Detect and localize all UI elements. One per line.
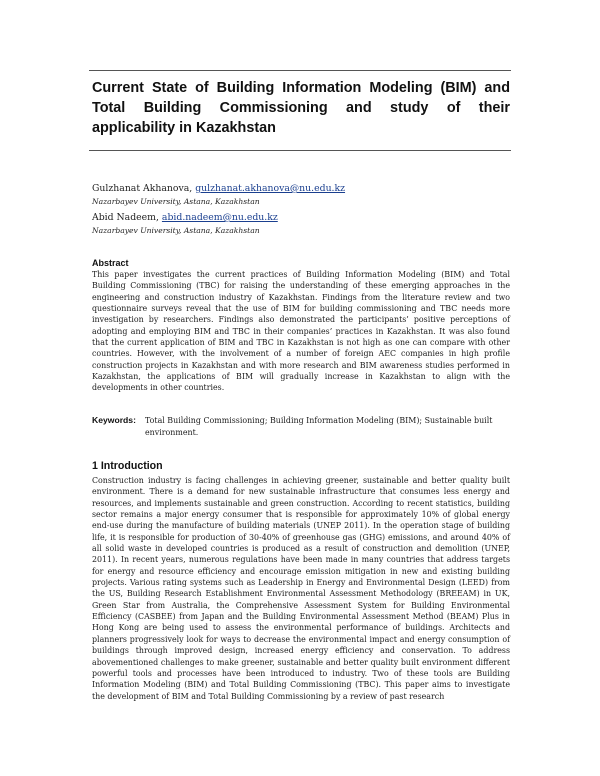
author-1	[92, 183, 345, 194]
keywords-text: Total Building Commissioning; Building Information Modeling (BIM); Sustainable built environment.	[145, 416, 493, 437]
keywords-label: Keywords:	[92, 415, 136, 425]
abstract-text: This paper investigates the current practices of Building Information Modeling (BIM) and Total Building Commissioning (TBC) for raising the understanding of these emerging approaches in the engineering and construction industry of Kazakhstan. Findings from the literature review and two questionnaire surveys reveal that the use of BIM for building commissioning and TBC needs more investigation by researchers. Findings also demonstrated the participants’ positive perceptions of adopting and employing BIM and TBC in their companies’ practices in Kazakhstan. It was also found that the current application of BIM and TBC in Kazakhstan is not high as one can compare with other countries. However, with the involvement of a number of foreign AEC companies in high profile construction projects in Kazakhstan and with more research and BIM awareness studies performed in Kazakhstan, the applications of BIM will gradually increase in Kazakhstan to align with the developments in other countries.	[92, 270, 510, 393]
introduction-text: Construction industry is facing challenges in achieving greener, sustainable and better quality built environment. There is a demand for new sustainable infrastructure that consumes less energy and resources, and implements sustainable and green construction. According to recent statistics, building sector remains a major energy consumer that is responsible for approximately 10% of global energy end-use during the manufacture of building materials (UNEP 2011). In the operation stage of building life, it is responsible for production of 30-40% of greenhouse gas (GHG) emissions, and around 40% of all solid waste in developed countries is produced as a result of construction and demolition (UNEP, 2011). In recent years, numerous regulations have been made in many countries that address targets for energy and resource efficiency and encourage emission mitigation in new and existing building projects. Various rating systems such as Leadership in Energy and Environmental Design (LEED) from the US, Building Research Establishment Environmental Assessment Methodology (BREEAM) in UK, Green Star from Australia, the Comprehensive Assessment System for Building Environmental Efficiency (CASBEE) from Japan and the Building Environmental Assessment Method (BEAM) Plus in Hong Kong are being used to assess the environmental performance of buildings. Architects and planners progressively look for ways to decrease the environmental impact and energy consumption of buildings through improved design, increased energy efficiency and conservation. To address abovementioned challenges to make greener, sustainable and better quality built environment different powerful tools and processes have been introduced to industry. Two of these tools are Building Information Modeling (BIM) and Total Building Commissioning (TBC). This paper aims to investigate the development of BIM and Total Building Commissioning by a review of past research	[92, 476, 510, 701]
author-2-affiliation: Nazarbayev University, Astana, Kazakhstan	[92, 226, 260, 235]
top-rule	[89, 70, 511, 71]
author-1-email-link[interactable]: gulzhanat.akhanova@nu.edu.kz	[195, 183, 346, 194]
title-rule	[89, 150, 511, 151]
author-2	[92, 212, 278, 223]
author-2-email-link[interactable]: abid.nadeem@nu.edu.kz	[161, 212, 278, 223]
abstract-heading: Abstract	[92, 258, 129, 268]
section-heading-introduction: 1 Introduction	[92, 460, 163, 472]
author-1-affiliation: Nazarbayev University, Astana, Kazakhstan	[92, 197, 260, 206]
author-1-name: Gulzhanat Akhanova,	[92, 183, 193, 194]
author-2-name: Abid Nadeem,	[92, 212, 159, 223]
paper-title: Current State of Building Information Modeling (BIM) and Total Building Commissioning and study of their applicability in Kazakhstan	[92, 80, 510, 136]
